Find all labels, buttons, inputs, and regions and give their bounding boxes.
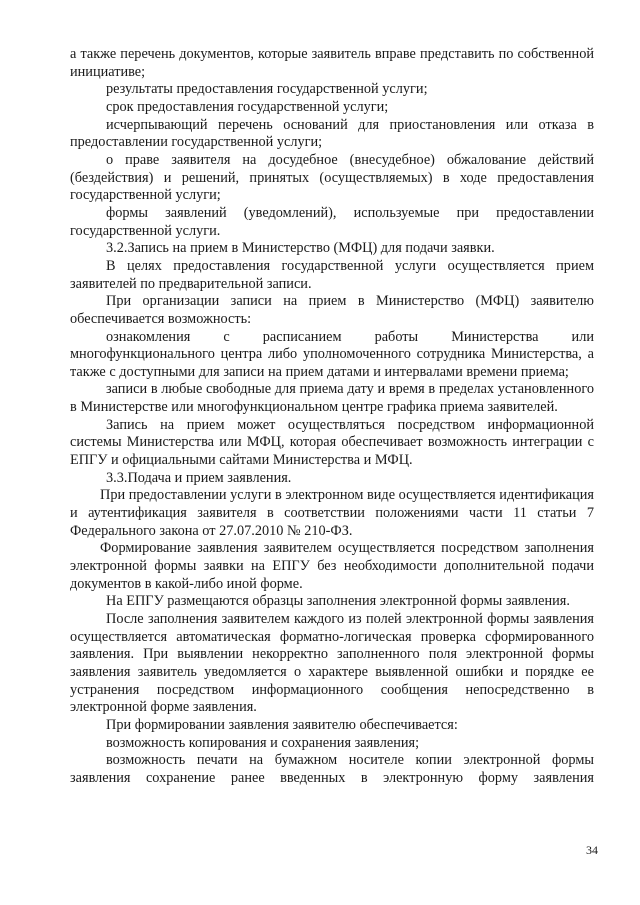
section-heading: 3.2.Запись на прием в Министерство (МФЦ) для подачи заявки.: [106, 240, 495, 257]
paragraph: При предоставлении услуги в электронном виде осуществляется идентификация и аутентификация заявителя в соответствии положениями части 11 статьи 7 Федерального закона от 27.07.2010 № 210-ФЗ.: [70, 487, 594, 539]
document-page: [70, 46, 594, 788]
paragraph: При организации записи на прием в Министерство (МФЦ) заявителю обеспечивается возможность:: [70, 293, 594, 327]
page-number: 34: [586, 843, 598, 857]
paragraph: исчерпывающий перечень оснований для приостановления или отказа в предоставлении государственной услуги;: [70, 116, 594, 151]
paragraph: После заполнения заявителем каждого из полей электронной формы заявления осуществляется автоматическая форматно-логическая проверка сформированного заявления. При выявлении некорректно заполненного поля электронной формы заявления заявитель уведомляется о характере выявленной ошибки и порядке ее устранения посредством информационного сообщения непосредственно в электронной форме заявления.: [70, 611, 594, 716]
paragraph: Запись на прием может осуществляться посредством информационной системы Министерства или МФЦ, которая обеспечивает возможность интеграции с ЕПГУ и официальными сайтами Министерства и МФЦ.: [70, 416, 594, 469]
paragraph: а также перечень документов, которые заявитель вправе представить по собственной инициативе;: [70, 46, 594, 80]
paragraph: На ЕПГУ размещаются образцы заполнения электронной формы заявления.: [106, 593, 570, 610]
paragraph: о праве заявителя на досудебное (внесудебное) обжалование действий (бездействия) и решений, принятых (осуществляемых) в ходе предоставления государственной услуги;: [70, 151, 594, 204]
paragraph: При формировании заявления заявителю обеспечивается:: [106, 716, 458, 733]
paragraph: ознакомления с расписанием работы Министерства или многофункционального центра либо уполномоченного сотрудника Министерства, а также с доступными для записи на прием датами и интервалами времени приема;: [70, 328, 594, 380]
paragraph: результаты предоставления государственной услуги;: [106, 81, 428, 98]
paragraph: возможность копирования и сохранения заявления;: [106, 734, 420, 751]
paragraph: Формирование заявления заявителем осуществляется посредством заполнения электронной формы заявки на ЕПГУ без необходимости дополнительной подачи документов в какой-либо иной форме.: [70, 540, 594, 592]
section-heading: 3.3.Подача и прием заявления.: [106, 469, 292, 486]
paragraph: записи в любые свободные для приема дату и время в пределах установленного в Министерстве или многофункциональном центре графика приема заявителей.: [70, 381, 594, 416]
paragraph: В целях предоставления государственной услуги осуществляется прием заявителей по предварительной записи.: [70, 257, 594, 292]
paragraph: возможность печати на бумажном носителе копии электронной формы заявления сохранение ранее введенных в электронную форму заявления: [70, 752, 594, 786]
paragraph: формы заявлений (уведомлений), используемые при предоставлении государственной услуги.: [70, 204, 594, 239]
paragraph: срок предоставления государственной услуги;: [106, 98, 389, 115]
